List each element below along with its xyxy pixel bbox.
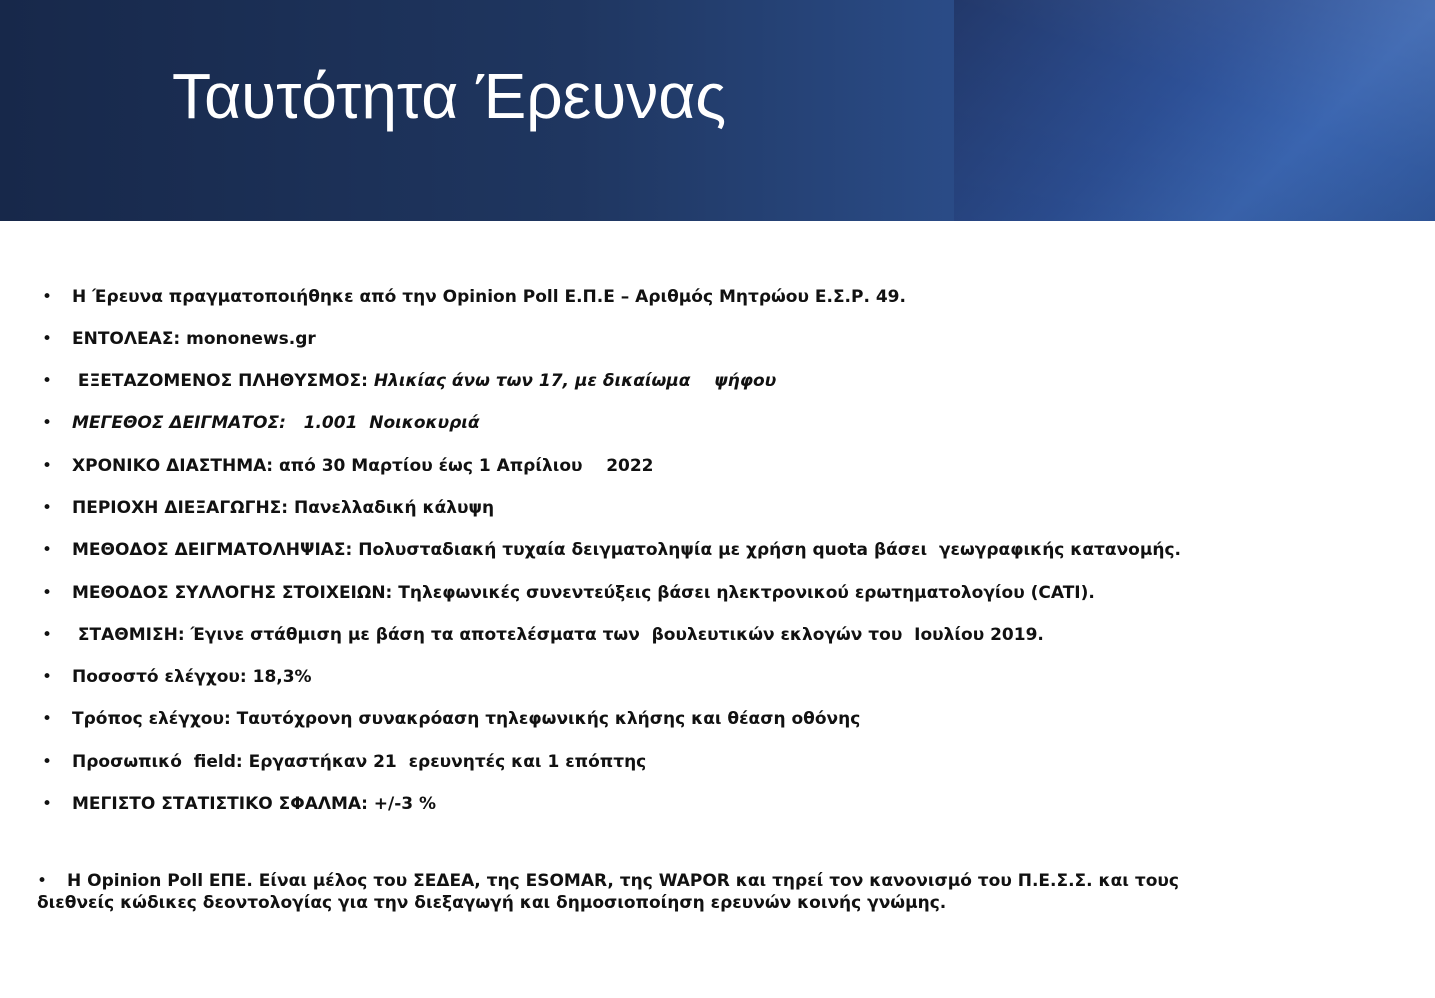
bullet-marker: • [42,540,53,560]
list-item [42,497,494,519]
membership-note-text: Η Opinion Poll ΕΠΕ. Είναι μέλος του ΣΕΔΕΑ, της ESOMAR, της WAPOR και τηρεί τον κανονισμό του Π.Ε.Σ.Σ. και τους διεθνείς κώδικες δεοντολογίας για την διεξαγωγή και δημοσιοποίηση ερευνών κοινής γνώμης. [37,871,1179,913]
bullet-marker: • [42,752,53,772]
bullet-marker: • [42,667,53,687]
item-label: ΕΝΤΟΛΕΑΣ: mononews.gr [72,329,316,349]
item-label: ΧΡΟΝΙΚΟ ΔΙΑΣΤΗΜΑ: από 30 Μαρτίου έως 1 Απρίλιου 2022 [72,456,654,476]
list-item [42,582,1095,604]
header-banner [0,0,1435,221]
item-label: ΜΕΘΟΔΟΣ ΣΥΛΛΟΓΗΣ ΣΤΟΙΧΕΙΩΝ: Τηλεφωνικές συνεντεύξεις βάσει ηλεκτρονικού ερωτηματολογίου (CATI). [72,583,1095,603]
list-item [42,708,860,730]
list-item [42,286,906,308]
bullet-marker: • [42,329,53,349]
item-label: ΜΕΓΙΣΤΟ ΣΤΑΤΙΣΤΙΚΟ ΣΦΑΛΜΑ: +/-3 % [72,794,437,814]
list-item [42,666,312,688]
item-label: Προσωπικό field: Εργαστήκαν 21 ερευνητές και 1 επόπτης [72,752,647,772]
item-label: ΣΤΑΘΜΙΣΗ: Έγινε στάθμιση με βάση τα αποτελέσματα των βουλευτικών εκλογών του Ιουλίου 2019. [72,625,1044,645]
bullet-marker: • [37,871,48,891]
list-item [42,412,480,434]
bullet-marker: • [42,625,53,645]
list-item [42,793,436,815]
list-item [42,539,1181,561]
bullet-marker: • [42,498,53,518]
item-label: ΠΕΡΙΟΧΗ ΔΙΕΞΑΓΩΓΗΣ: Πανελλαδική κάλυψη [72,498,495,518]
bullet-marker: • [42,794,53,814]
item-label: Η Έρευνα πραγματοποιήθηκε από την Opinion Poll Ε.Π.Ε – Αριθμός Μητρώου Ε.Σ.Ρ. 49. [72,287,906,307]
list-item [42,624,1044,646]
bullet-marker: • [42,287,53,307]
bullet-marker: • [42,709,53,729]
bullet-marker: • [42,413,53,433]
bullet-marker: • [42,371,53,391]
item-value: Ηλικίας άνω των 17, με δικαίωμα ψήφου [373,371,777,391]
item-label: Ποσοστό ελέγχου: 18,3% [72,667,312,687]
page-title: Ταυτότητα Έρευνας [172,60,727,132]
item-label: ΕΞΕΤΑΖΟΜΕΝΟΣ ΠΛΗΘΥΣΜΟΣ: [72,371,374,391]
list-item [42,328,316,350]
membership-note [37,870,1217,914]
bullet-marker: • [42,583,53,603]
item-label: Τρόπος ελέγχου: Ταυτόχρονη συνακρόαση τηλεφωνικής κλήσης και θέαση οθόνης [72,709,861,729]
item-label: ΜΕΘΟΔΟΣ ΔΕΙΓΜΑΤΟΛΗΨΙΑΣ: Πολυσταδιακή τυχαία δειγματοληψία με χρήση quota βάσει γεωγραφικής κατανομής. [72,540,1181,560]
list-item [42,751,646,773]
header-accent-panel [954,0,1435,221]
bullet-marker: • [42,456,53,476]
item-value: ΜΕΓΕΘΟΣ ΔΕΙΓΜΑΤΟΣ: 1.001 Νοικοκυριά [72,413,480,433]
list-item [42,370,776,392]
list-item [42,455,654,477]
